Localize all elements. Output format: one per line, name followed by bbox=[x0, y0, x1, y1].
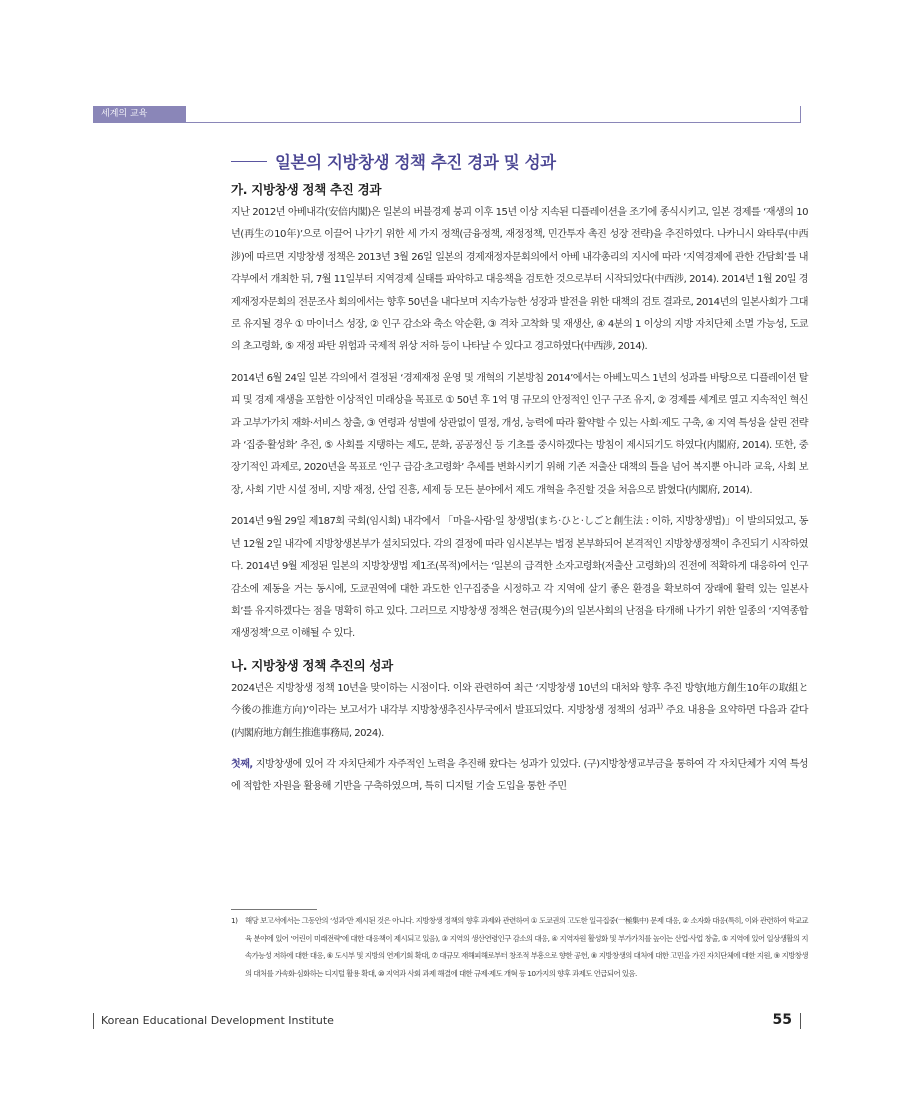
paragraph-text: 2024년은 지방창생 정책 10년을 맞이하는 시점이다. 이와 관련하여 최근 ‘지방창생 10년의 대처와 향후 추진 방향(地方創生10年の取組と今後の推進方向)’이라는 보고서가 내각부 지방창생추진사무국에서 발표되었다. 지방창생 정책의 성과 bbox=[231, 682, 808, 717]
header-edge bbox=[800, 106, 801, 123]
footer-edge-right bbox=[800, 1013, 801, 1029]
footnote-text: 해당 보고서에서는 그동안의 ‘성과’만 제시된 것은 아니다. 지방창생 정책의 향후 과제와 관련하여 ① 도쿄권의 고도한 일극집중(一極集中) 문제 대응, ② 소자화 대응(특히, 이와 관련하여 학교교육 분야에 있어 ‘어린이 미래전략’에 대한 대응책이 제시되고 있음), ③ 지역의 생산연령인구 감소의 대응, ④ 지역자원 활성화 및 부가가치를 높이는 산업·사업 창출, ⑤ 지역에 있어 일상생활의 지속가능성 저하에 대한 대응, ⑥ 도시부 및 지방의 연계기회 확대, ⑦ 대규모 재해피해로부터 창조적 부흥으로 향한 공헌, ⑧ 지방창생의 대처에 대한 고민을 가진 자치단체에 대한 지원, ⑨ 지방창생의 대처를 가속화·심화하는 디지털 활용 확대, ⑩ 지역과 사회 과제 해결에 대한 규제·제도 개혁 등 10가지의 향후 과제도 언급되어 있음. bbox=[245, 916, 808, 978]
page-number: 55 bbox=[772, 1012, 792, 1028]
paragraph-text: 주요 내용을 요약하면 다음과 같다(内閣府地方創生推進事務局, 2024). bbox=[231, 705, 808, 739]
paragraph bbox=[231, 754, 808, 799]
footer-edge-left bbox=[93, 1013, 94, 1029]
footer-institute: Korean Educational Development Institute bbox=[101, 1014, 334, 1027]
title-dash bbox=[231, 161, 267, 162]
footnotes bbox=[231, 912, 808, 982]
footnote-rule bbox=[231, 909, 317, 910]
header-rule bbox=[186, 122, 801, 123]
article-title: 일본의 지방창생 정책 추진 경과 및 성과 bbox=[275, 153, 556, 172]
article-body bbox=[231, 148, 808, 808]
paragraph-text: 지방창생에 있어 각 자치단체가 자주적인 노력을 추진해 왔다는 성과가 있었다. (구)지방창생교부금을 통하여 각 자치단체가 지역 특성에 적합한 자원을 활용해 기반을 구축하였으며, 특히 디지털 기술 도입을 통한 주민 bbox=[231, 758, 808, 793]
section-tab: 세계의 교육 bbox=[93, 106, 186, 123]
title-row bbox=[231, 148, 808, 174]
paragraph-lead: 첫째, bbox=[231, 758, 253, 770]
paragraph: 지난 2012년 아베내각(安倍内閣)은 일본의 버블경제 붕괴 이후 15년 이상 지속된 디플레이션을 조기에 종식시키고, 일본 경제를 ‘재생의 10년(再生の10年)’으로 이끌어 나가기 위한 세 가지 정책(금융정책, 재정정책, 민간투자 촉진 성장 전략)을 추진하였다. 나카니시 와타루(中西涉)에 따르면 지방창생 정책은 2013년 3월 26일 일본의 경제재정자문회의에서 아베 내각총리의 지시에 따라 ‘지역경제에 관한 간담회’를 내각부에서 개최한 뒤, 7월 11일부터 지역경제 실태를 파악하고 대응책을 검토한 것으로부터 시작되었다(中西涉, 2014). 2014년 1월 20일 경제재정자문회의 전문조사 회의에서는 향후 50년을 내다보며 지속가능한 성장과 발전을 위한 대책의 검토 결과로, 2014년의 일본사회가 그대로 유지될 경우 ① 마이너스 성장, ② 인구 감소와 축소 악순환, ③ 격차 고착화 및 재생산, ④ 4분의 1 이상의 지방 자치단체 소멸 가능성, 도쿄의 초고령화, ⑤ 재정 파탄 위험과 국제적 위상 저하 등이 나타날 수 있다고 경고하였다(中西涉, 2014). bbox=[231, 207, 808, 353]
section-a-heading: 가. 지방창생 정책 추진 경과 bbox=[231, 182, 382, 197]
footnote-number: 1) bbox=[231, 916, 238, 925]
section-b-heading: 나. 지방창생 정책 추진의 성과 bbox=[231, 657, 393, 673]
paragraph: 2014년 9월 29일 제187회 국회(임시회) 내각에서 「마을·사람·일 창생법(まち·ひと·しごと創生法 : 이하, 지방창생법)」이 발의되었고, 동년 12월 2일 내각에 지방창생본부가 설치되었다. 각의 결정에 따라 임시본부는 법정 본부화되어 본격적인 지방창생정책이 추진되기 시작하였다. 2014년 9월 제정된 일본의 지방창생법 제1조(목적)에서는 ‘일본의 급격한 소자고령화(저출산 고령화)의 진전에 적확하게 대응하여 인구감소에 제동을 거는 동시에, 도쿄권역에 대한 과도한 인구집중을 시정하고 각 지역에 살기 좋은 환경을 확보하여 장래에 활력 있는 일본사회’를 유지하겠다는 점을 명확히 하고 있다. 그러므로 지방창생 정책은 현금(現今)의 일본사회의 난점을 타개해 나가기 위한 일종의 ‘지역종합재생정책’으로 이해될 수 있다. bbox=[231, 516, 808, 640]
paragraph: 2014년 6월 24일 일본 각의에서 결정된 ‘경제재정 운영 및 개혁의 기본방침 2014’에서는 아베노믹스 1년의 성과를 바탕으로 디플레이션 탈피 및 경제 재생을 포함한 이상적인 미래상을 목표로 ① 50년 후 1억 명 규모의 안정적인 인구 구조 유지, ② 경제를 세계로 열고 지속적인 혁신과 고부가가치 재화·서비스 창출, ③ 연령과 성별에 상관없이 열정, 개성, 능력에 따라 활약할 수 있는 사회·제도 구축, ④ 지역 특성을 살린 전략과 ‘집중·활성화’ 추진, ⑤ 사회를 지탱하는 제도, 문화, 공공정신 등 기초를 중시하겠다는 방침이 제시되기도 하였다(内閣府, 2014). 또한, 중장기적인 과제로, 2020년을 목표로 ‘인구 급감·초고령화’ 추세를 변화시키기 위해 기존 저출산 대책의 틀을 넘어 복지뿐 아니라 교육, 사회 보장, 사회 기반 시설 정비, 지방 재정, 산업 진흥, 세제 등 모든 분야에서 제도 개혁을 추진할 것을 처음으로 밝혔다(内閣府, 2014). bbox=[231, 372, 808, 496]
footnote-ref[interactable]: 1) bbox=[656, 702, 663, 711]
paragraph bbox=[231, 678, 808, 745]
